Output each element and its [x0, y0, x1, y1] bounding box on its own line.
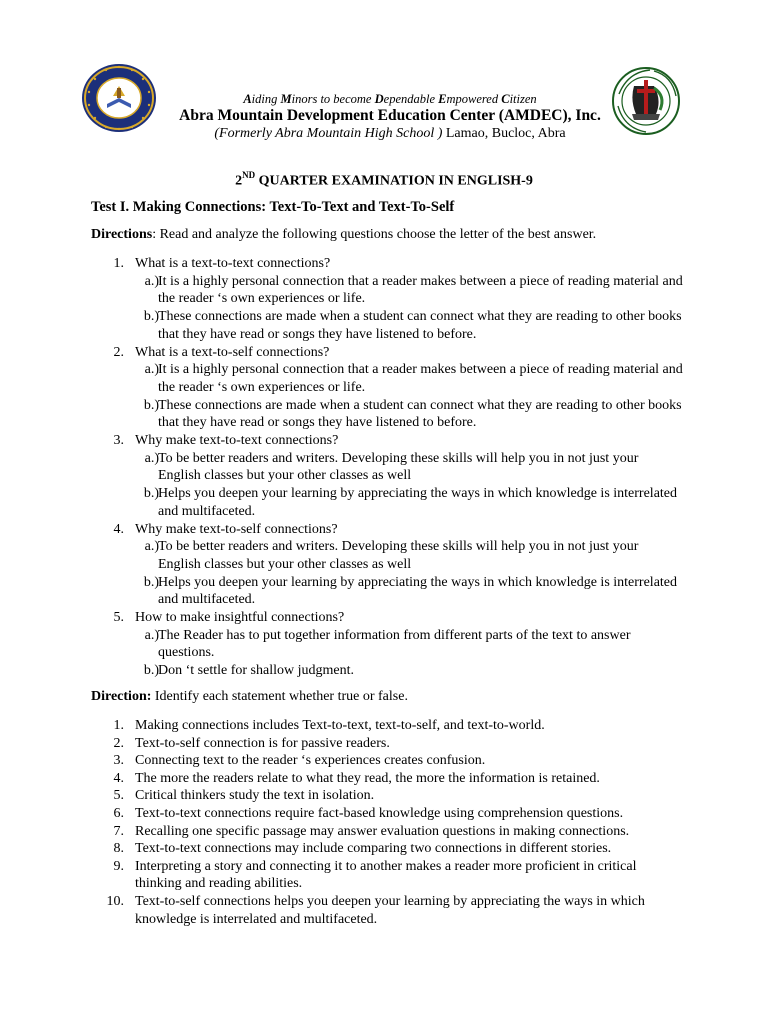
option-letter: a.): [144, 362, 159, 378]
option-text: that they have read or songs they have listened to before.: [158, 326, 477, 342]
test-one-directions: [91, 227, 596, 243]
option-letter: b.): [143, 397, 159, 413]
school-former-name: [150, 126, 630, 142]
option-letter: b.): [143, 574, 159, 590]
option-text: It is a highly personal connection that a reader makes between a piece of reading material and: [158, 362, 683, 378]
motto-initial: C: [501, 92, 510, 106]
statement-number: 3.: [113, 753, 124, 769]
option-text: These connections are made when a student can connect what they are reading to other books: [158, 309, 682, 325]
option-text: These connections are made when a student can connect what they are reading to other books: [158, 397, 682, 413]
statement-number: 1.: [113, 718, 124, 733]
statement-text: Text-to-text connections require fact-based knowledge using comprehension questions.: [135, 806, 624, 821]
motto-initial: M: [280, 92, 292, 106]
motto-initial: D: [374, 92, 384, 106]
direction-label: Direction:: [91, 689, 152, 704]
former-name-italic: (Formerly Abra Mountain High School ): [214, 126, 443, 141]
question-text: Why make text-to-self connections?: [135, 521, 338, 537]
question-number: 2.: [113, 344, 124, 360]
school-name: Abra Mountain Development Education Center (AMDEC), Inc.: [179, 107, 601, 124]
statement-text: thinking and reading abilities.: [135, 876, 303, 892]
directions-text: : Read and analyze the following questions choose the letter of the best answer.: [152, 227, 597, 242]
option-letter: a.): [144, 450, 159, 466]
statement-number: 2.: [113, 735, 124, 751]
option-text: Helps you deepen your learning by appreciating the ways in which knowledge is interrelated: [158, 486, 678, 502]
statement-number: 6.: [113, 806, 124, 821]
motto-word-rest: ependable: [383, 92, 439, 106]
motto-word-rest: mpowered: [446, 92, 502, 106]
test-two-directions: [91, 689, 408, 705]
option-text: Don ‘t settle for shallow judgment.: [158, 663, 354, 679]
question-text: How to make insightful connections?: [135, 610, 345, 625]
exam-title-text: QUARTER EXAMINATION IN ENGLISH-9: [255, 173, 533, 189]
statement-number: 7.: [113, 823, 124, 839]
test-one-heading: Test I. Making Connections: Text-To-Text and Text-To-Self: [91, 199, 455, 215]
option-text: To be better readers and writers. Developing these skills will help you in not just your: [158, 450, 639, 466]
option-letter: a.): [144, 273, 159, 289]
exam-title-superscript: ND: [242, 170, 256, 180]
question-text: What is a text-to-self connections?: [135, 344, 330, 360]
motto-initial: E: [438, 92, 447, 106]
option-text: English classes but your other classes as well: [158, 468, 412, 484]
statement-text: Text-to-text connections may include comparing two connections in different stories.: [135, 841, 612, 857]
exam-title: [0, 171, 768, 190]
statement-number: 10.: [106, 894, 124, 909]
question-number: 4.: [113, 521, 124, 537]
option-text: the reader ‘s own experiences or life.: [158, 379, 366, 395]
statement-text: The more the readers relate to what they read, the more the information is retained.: [135, 770, 600, 786]
statement-text: Making connections includes Text-to-text, text-to-self, and text-to-world.: [135, 718, 545, 733]
motto-word-rest: itizen: [509, 92, 537, 106]
question-text: What is a text-to-text connections?: [135, 256, 331, 271]
question-text: Why make text-to-text connections?: [135, 433, 339, 448]
motto-word-rest: inors to become: [291, 92, 375, 106]
option-text: To be better readers and writers. Developing these skills will help you in not just your: [158, 539, 639, 555]
statement-text: knowledge is interrelated and multifaceted.: [135, 911, 378, 927]
option-text: that they have read or songs they have listened to before.: [158, 415, 477, 431]
option-letter: a.): [144, 539, 159, 555]
statement-text: Text-to-self connection is for passive readers.: [135, 735, 390, 751]
option-text: Helps you deepen your learning by appreciating the ways in which knowledge is interrelated: [158, 574, 678, 590]
exam-title-ordinal: 2: [235, 173, 243, 189]
statement-text: Connecting text to the reader ‘s experiences creates confusion.: [135, 753, 486, 769]
statement-number: 9.: [113, 858, 124, 874]
question-number: 3.: [113, 433, 124, 448]
question-number: 5.: [113, 610, 124, 625]
statement-number: 4.: [113, 770, 124, 786]
option-letter: b.): [143, 663, 159, 679]
statement-number: 5.: [113, 788, 124, 804]
option-text: and multifaceted.: [158, 503, 256, 519]
statement-text: Critical thinkers study the text in isolation.: [135, 788, 375, 804]
school-seal-icon: [80, 62, 158, 134]
option-letter: b.): [143, 309, 159, 325]
option-letter: a.): [144, 627, 159, 643]
option-text: the reader ‘s own experiences or life.: [158, 291, 366, 307]
directions-label: Directions: [91, 227, 153, 242]
option-text: questions.: [158, 645, 215, 661]
motto-word-rest: iding: [251, 92, 281, 106]
option-text: The Reader has to put together information from different parts of the text to answer: [158, 627, 631, 643]
motto-initial: A: [243, 92, 252, 106]
statement-number: 8.: [113, 841, 124, 857]
school-motto: [150, 92, 630, 107]
option-letter: b.): [143, 486, 159, 502]
school-location: Lamao, Bucloc, Abra: [442, 126, 566, 141]
statement-text: Recalling one specific passage may answer evaluation questions in making connections.: [135, 823, 630, 839]
option-text: It is a highly personal connection that a reader makes between a piece of reading material and: [158, 273, 683, 289]
direction-text: Identify each statement whether true or false.: [151, 689, 408, 704]
option-text: and multifaceted.: [158, 592, 256, 608]
option-text: English classes but your other classes as well: [158, 556, 412, 572]
question-number: 1.: [113, 256, 124, 271]
statement-text: Text-to-self connections helps you deepen your learning by appreciating the ways in which: [135, 894, 645, 909]
statement-text: Interpreting a story and connecting it to another makes a reader more proficient in critical: [135, 858, 637, 874]
